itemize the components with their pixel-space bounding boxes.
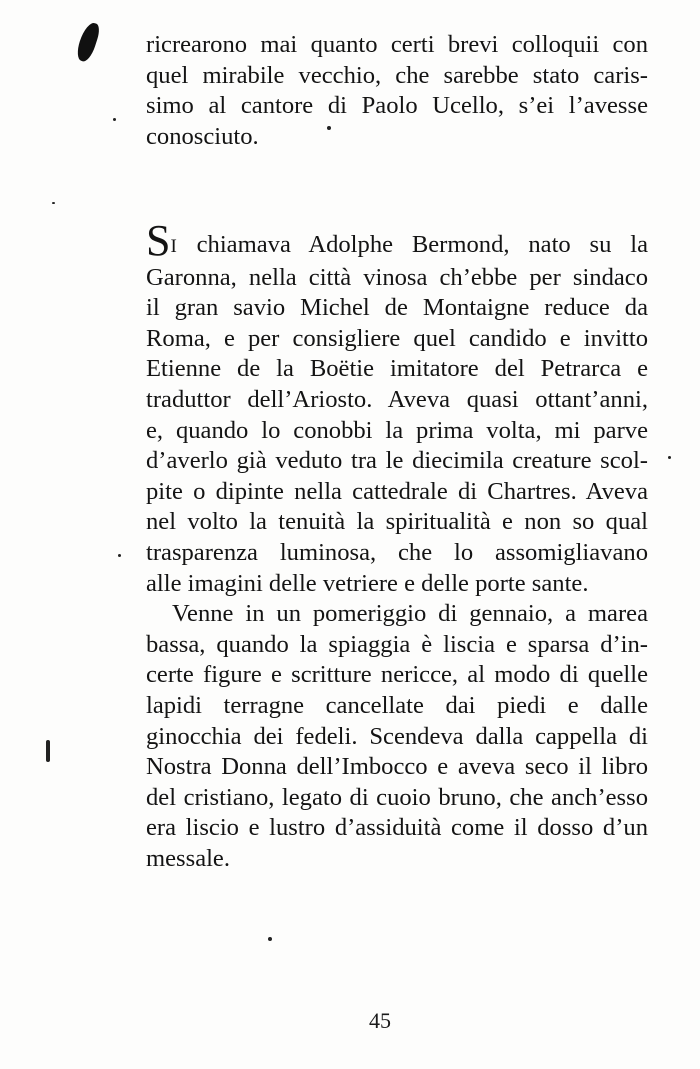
text-line: conosciuto. (146, 122, 259, 150)
text-line: Venne in un pomeriggio di gennaio, a marea (172, 600, 648, 628)
first-line-text: chiamava Adolphe Bermond, nato su la (196, 231, 648, 258)
text-line: Garonna, nella città vinosa ch’ebbe per sindaco (146, 263, 648, 291)
text-line: Roma, e per consigliere quel candido e invitto (146, 324, 648, 352)
text-line: Etienne de la Boëtie imitatore del Petrarca e (146, 355, 648, 383)
text-line: messale. (146, 844, 231, 872)
ink-mark (46, 740, 50, 762)
scan-speck (668, 456, 671, 459)
text-line: il gran savio Michel de Montaigne reduce da (146, 294, 648, 322)
paragraph-continued (146, 30, 648, 152)
drop-cap: S (146, 216, 171, 265)
ink-blot (74, 21, 102, 64)
scan-speck (118, 554, 121, 557)
page-number: 45 (369, 1008, 391, 1033)
scan-speck (113, 118, 116, 121)
section-text (146, 216, 648, 874)
scan-speck (52, 202, 55, 204)
text-line: nel volto la tenuità la spiritualità e non so qual (146, 508, 648, 536)
scan-speck (268, 937, 272, 941)
text-line: d’averlo già veduto tra le diecimila creature scol‐ (146, 447, 648, 475)
text-line: ricrearono mai quanto certi brevi colloquii con (146, 31, 648, 58)
text-line: lapidi terragne cancellate dai piedi e dalle (146, 691, 648, 719)
text-line: era liscio e lustro d’assiduità come il dosso d’un (146, 814, 648, 842)
drop-cap-word (146, 216, 178, 265)
drop-cap-rest: I (170, 236, 178, 257)
text-line: alle imagini delle vetriere e delle porte sante. (146, 569, 589, 597)
text-line: Nostra Donna dell’Imbocco e aveva seco il libro (146, 753, 648, 781)
text-line: ginocchia dei fedeli. Scendeva dalla cappella di (146, 722, 648, 750)
text-line: pite o dipinte nella cattedrale di Chartres. Aveva (146, 477, 648, 505)
text-line: trasparenza luminosa, che lo assomigliavano (146, 538, 648, 566)
text-line: quel mirabile vecchio, che sarebbe stato caris‐ (146, 61, 648, 89)
text-line-first (146, 216, 648, 265)
text-line: bassa, quando la spiaggia è liscia e sparsa d’in‐ (146, 630, 648, 658)
text-line: certe figure e scritture nericce, al modo di quelle (146, 661, 648, 689)
text-line: e, quando lo conobbi la prima volta, mi parve (146, 416, 648, 444)
text-line: del cristiano, legato di cuoio bruno, che anch’esso (146, 783, 648, 811)
text-line: simo al cantore di Paolo Ucello, s’ei l’avesse (146, 92, 648, 120)
text-line: traduttor dell’Ariosto. Aveva quasi ottant’anni, (146, 385, 648, 413)
